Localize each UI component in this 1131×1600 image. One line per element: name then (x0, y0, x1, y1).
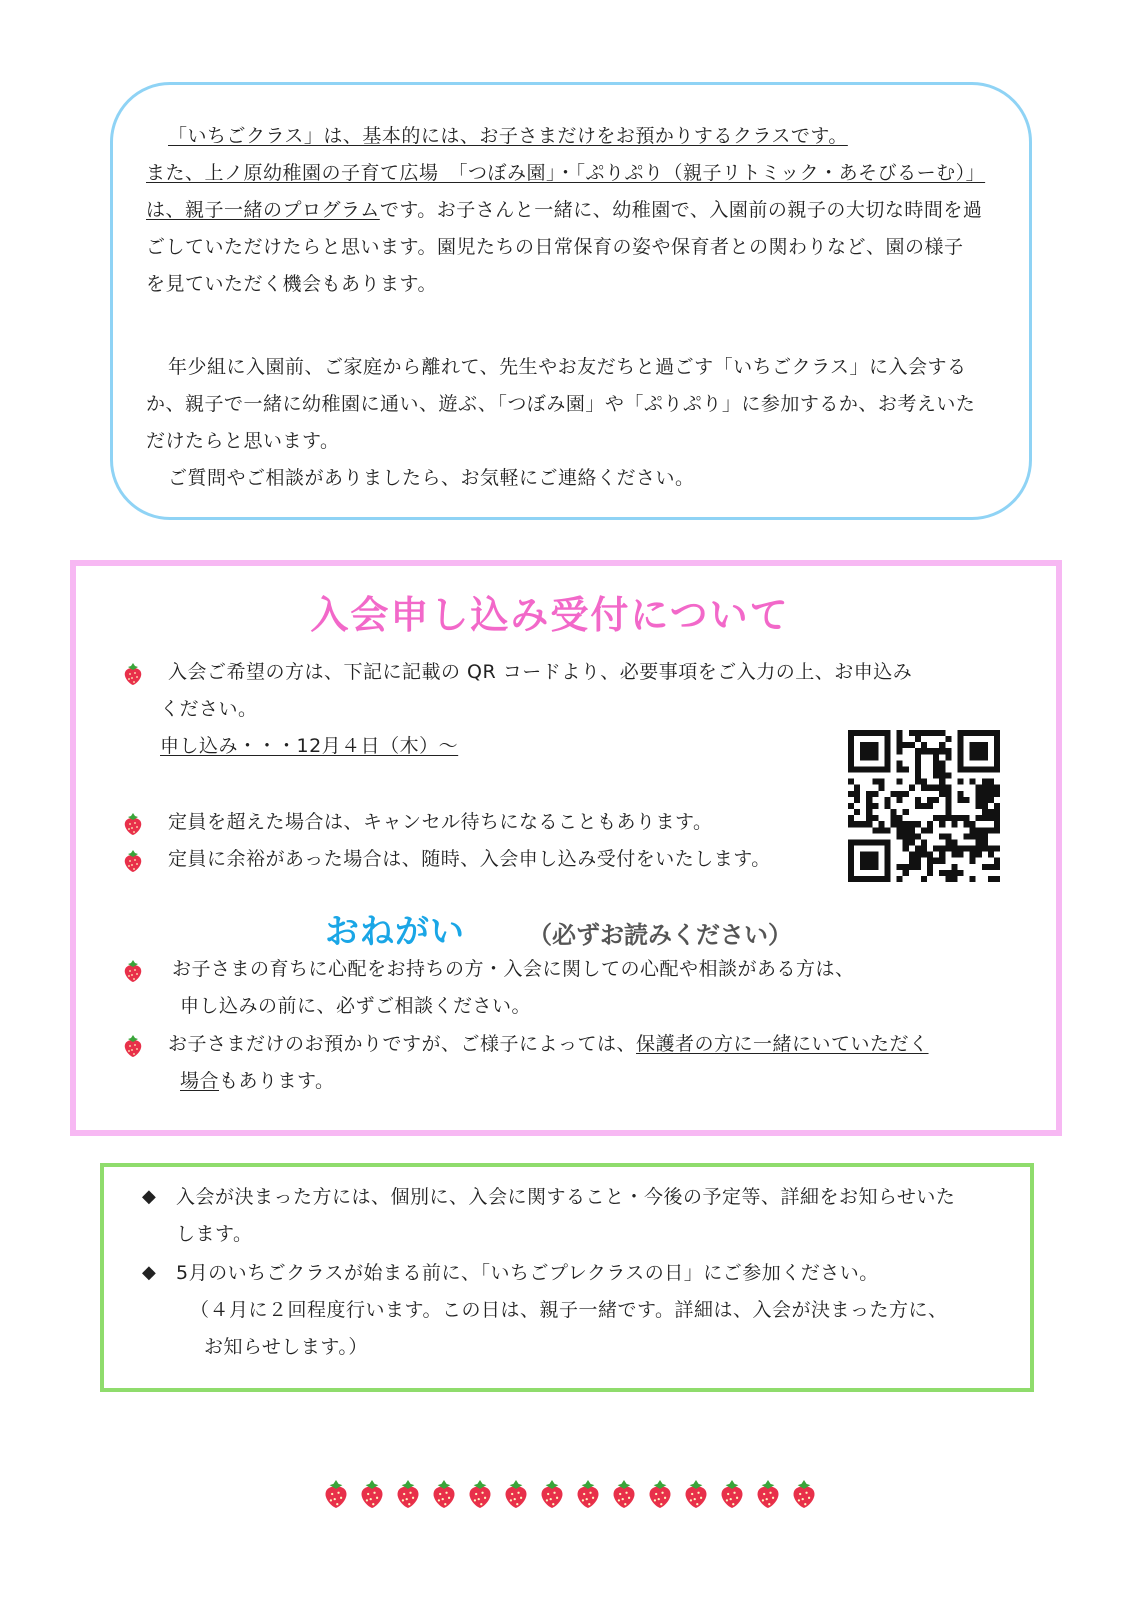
strawberry-icon (682, 1478, 710, 1510)
request-item-2-line-1-underlined: 保護者の方に一緒にいていただく (636, 1033, 929, 1055)
intro-line-2: また、上ノ原幼稚園の子育て広場 「つぼみ園」・「ぷりぷり（親子リトミック・あそびるーむ）」 (146, 162, 986, 184)
request-item-2-line-2-rest: もあります。 (219, 1070, 335, 1092)
strawberry-icon (322, 1478, 350, 1510)
strawberry-icon (610, 1478, 638, 1510)
strawberry-icon (430, 1478, 458, 1510)
strawberry-icon (790, 1478, 818, 1510)
request-item-1-line-2: 申し込みの前に、必ずご相談ください。 (180, 995, 532, 1017)
request-title: おねがい (325, 912, 465, 952)
strawberry-icon (718, 1478, 746, 1510)
strawberry-icon (502, 1478, 530, 1510)
application-item-2: 定員を超えた場合は、キャンセル待ちになることもあります。 (168, 811, 713, 833)
request-subtitle: （必ずお読みください） (528, 921, 792, 949)
application-title: 入会申し込み受付について (310, 593, 790, 637)
intro-line-3-rest: です。お子さんと一緒に、幼稚園で、入園前の親子の大切な時間を過 (379, 199, 983, 221)
application-item-1-line-2: ください。 (160, 698, 258, 720)
qr-code[interactable] (848, 730, 1000, 882)
notes-item-2-line-1: 5月のいちごクラスが始まる前に、「いちごプレクラスの日」にご参加ください。 (176, 1262, 879, 1284)
application-date: 申し込み・・・12月４日（木）～ (160, 735, 459, 757)
strawberry-icon (646, 1478, 674, 1510)
notes-item-1-line-2: します。 (176, 1223, 253, 1245)
diamond-icon: ◆ (142, 1186, 156, 1207)
strawberry-icon (122, 959, 144, 983)
diamond-icon: ◆ (142, 1262, 156, 1283)
strawberry-icon (358, 1478, 386, 1510)
strawberry-icon (574, 1478, 602, 1510)
notes-item-2-line-3: お知らせします。） (204, 1336, 368, 1358)
notes-item-1-line-1: 入会が決まった方には、個別に、入会に関すること・今後の予定等、詳細をお知らせいた (176, 1186, 956, 1208)
strawberry-icon (122, 849, 144, 873)
request-item-2-line-1-text: お子さまだけのお預かりですが、ご様子によっては、 (168, 1033, 637, 1055)
strawberry-icon (122, 812, 144, 836)
strawberry-icon (394, 1478, 422, 1510)
intro-line-6: 年少組に入園前、ご家庭から離れて、先生やお友だちと過ごす「いちごクラス」に入会する (168, 356, 967, 378)
application-item-3: 定員に余裕があった場合は、随時、入会申し込み受付をいたします。 (168, 848, 771, 870)
intro-line-5: を見ていただく機会もあります。 (146, 273, 437, 295)
intro-line-4: ごしていただけたらと思います。園児たちの日常保育の姿や保育者との関わりなど、園の様子 (146, 236, 964, 258)
request-item-1-line-1: お子さまの育ちに心配をお持ちの方・入会に関しての心配や相談がある方は、 (172, 958, 855, 980)
intro-line-8: だけたらと思います。 (146, 430, 340, 452)
application-item-1-line-1: 入会ご希望の方は、下記に記載の QR コードより、必要事項をご入力の上、お申込み (168, 661, 913, 683)
strawberry-icon (466, 1478, 494, 1510)
strawberry-icon (122, 1034, 144, 1058)
intro-line-9: ご質問やご相談がありましたら、お気軽にご連絡ください。 (168, 467, 695, 489)
strawberry-icon (754, 1478, 782, 1510)
intro-line-7: か、親子で一緒に幼稚園に通い、遊ぶ、「つぼみ園」や「ぷりぷり」に参加するか、お考えいた (146, 393, 976, 415)
request-item-2-line-1 (168, 1032, 929, 1056)
intro-line-3 (146, 198, 982, 222)
strawberry-icon (122, 662, 144, 686)
intro-line-1: 「いちごクラス」は、基本的には、お子さまだけをお預かりするクラスです。 (168, 125, 848, 147)
intro-line-3-underlined: は、親子一緒のプログラム (146, 199, 380, 221)
notes-item-2-line-2: （４月に２回程度行います。この日は、親子一緒です。詳細は、入会が決まった方に、 (190, 1299, 948, 1321)
strawberry-icon (538, 1478, 566, 1510)
request-item-2-line-2-underlined: 場合 (180, 1070, 220, 1092)
request-item-2-line-2 (180, 1069, 335, 1093)
